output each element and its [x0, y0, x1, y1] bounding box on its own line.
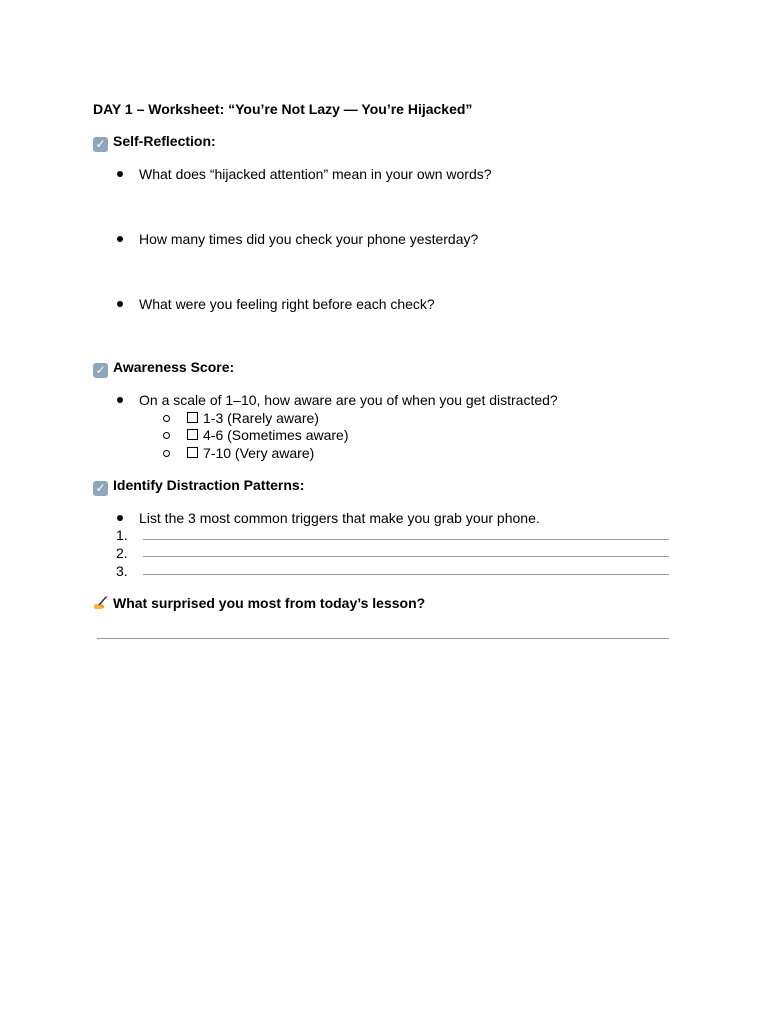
trigger-answer-line-1[interactable]: [143, 539, 669, 540]
check-mark-icon: ✓: [93, 363, 108, 378]
checkbox-icon[interactable]: [187, 447, 198, 458]
bullet-icon: [117, 236, 123, 242]
trigger-answer-line-2[interactable]: [143, 556, 669, 557]
check-mark-icon: ✓: [93, 481, 108, 496]
reflection-question-2: How many times did you check your phone yesterday?: [139, 231, 479, 247]
patterns-prompt: List the 3 most common triggers that make you grab your phone.: [139, 510, 540, 526]
patterns-heading: [93, 477, 304, 496]
surprise-heading: [93, 595, 425, 611]
bullet-icon: [117, 171, 123, 177]
surprise-answer-line[interactable]: [97, 638, 669, 639]
trigger-number-2: 2.: [116, 545, 128, 561]
writing-hand-icon: [93, 595, 109, 611]
checkbox-icon[interactable]: [187, 429, 198, 440]
surprise-heading-text: What surprised you most from today’s lesson?: [113, 595, 426, 611]
awareness-option-3[interactable]: [187, 445, 314, 461]
bullet-icon: [117, 397, 123, 403]
reflection-question-1: What does “hijacked attention” mean in your own words?: [139, 166, 492, 182]
worksheet-title: DAY 1 – Worksheet: “You’re Not Lazy — You’re Hijacked”: [93, 101, 473, 117]
check-mark-icon: ✓: [93, 137, 108, 152]
awareness-option-1[interactable]: [187, 410, 319, 426]
awareness-option-2-label: 4-6 (Sometimes aware): [203, 427, 349, 443]
self-reflection-heading-text: Self-Reflection:: [113, 133, 216, 149]
circle-bullet-icon: [163, 415, 170, 422]
trigger-answer-line-3[interactable]: [143, 574, 669, 575]
circle-bullet-icon: [163, 432, 170, 439]
awareness-heading: [93, 359, 234, 378]
awareness-option-1-label: 1-3 (Rarely aware): [203, 410, 319, 426]
bullet-icon: [117, 301, 123, 307]
trigger-number-3: 3.: [116, 563, 128, 579]
self-reflection-heading: [93, 133, 216, 152]
circle-bullet-icon: [163, 450, 170, 457]
awareness-question: On a scale of 1–10, how aware are you of when you get distracted?: [139, 392, 558, 408]
awareness-option-3-label: 7-10 (Very aware): [203, 445, 315, 461]
patterns-heading-text: Identify Distraction Patterns:: [113, 477, 305, 493]
awareness-heading-text: Awareness Score:: [113, 359, 235, 375]
bullet-icon: [117, 515, 123, 521]
awareness-option-2[interactable]: [187, 427, 349, 443]
trigger-number-1: 1.: [116, 527, 128, 543]
checkbox-icon[interactable]: [187, 412, 198, 423]
reflection-question-3: What were you feeling right before each check?: [139, 296, 435, 312]
